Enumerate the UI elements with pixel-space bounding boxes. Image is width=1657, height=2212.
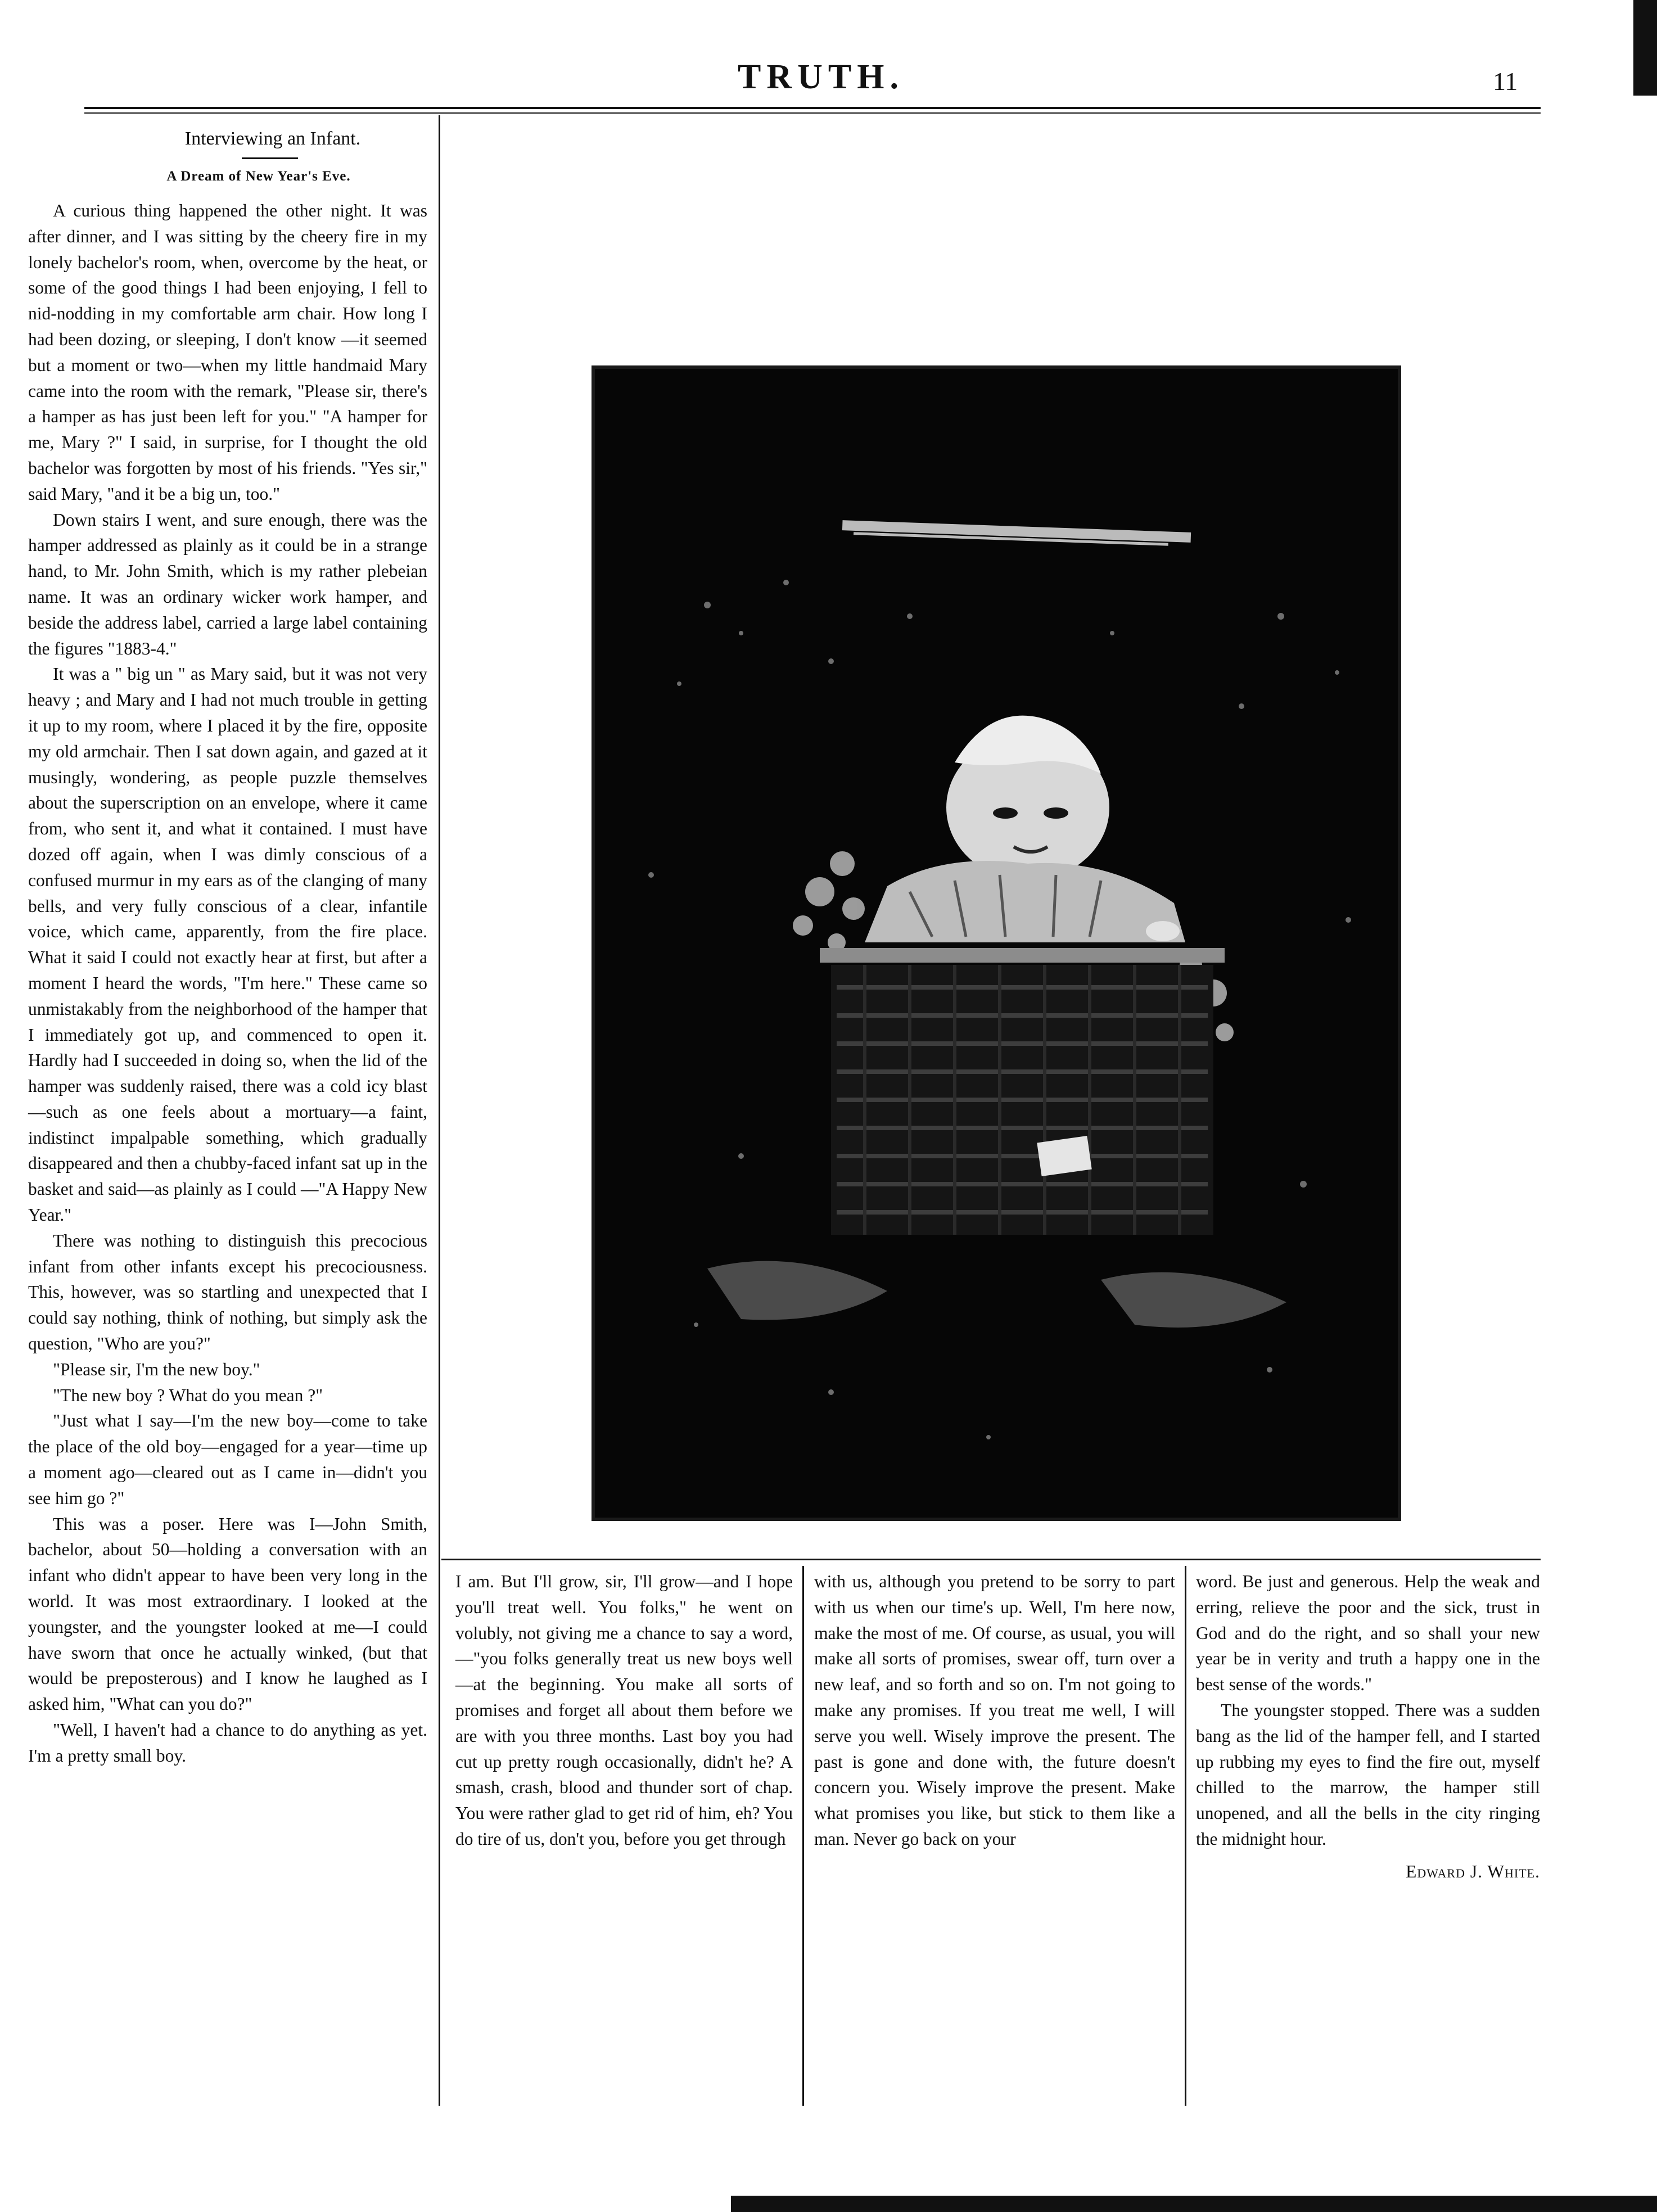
page-edge-right <box>1633 0 1657 96</box>
masthead-title: TRUTH. <box>738 58 904 96</box>
paragraph: "Please sir, I'm the new boy." <box>53 1359 260 1379</box>
paragraph: Down stairs I went, and sure enough, there was the hamper addressed as plainly as it could be in a strange hand, to Mr. John Smith, which is my rather plebeian name. It was an ordinary wicker work hamper, and beside the address label, carried a large label containing the figures "1883-4." <box>28 509 427 658</box>
column-divider <box>1185 1566 1186 2106</box>
page-number: 11 <box>1493 67 1518 96</box>
paragraph: with us, although you pretend to be sorry to part with us when our time's up. Well, I'm here now, make the most of me. Of course, as usual, you will make all sorts of promises, swear off, turn over a new leaf, and so forth and so on. I'm not going to make any promises. If you treat me well, I will serve you well. Wisely improve the present. The past is gone and done with, the future doesn't concern you. Wisely improve the present. Make what promises you like, but stick to them like a man. Never go back on your <box>814 1572 1175 1849</box>
paragraph: A curious thing happened the other night. It was after dinner, and I was sitting by the cheery fire in my lonely bachelor's room, when, overcome by the heat, or some of the good things I had been enjoying, I fell to nid-nodding in my comfortable arm chair. How long I had been dozing, or sleeping, I don't know —it seemed but a moment or two—when my little handmaid Mary came into the room with the remark, "Please sir, there's a hamper as has just been left for you." "A hamper for me, Mary ?" I said, in surprise, for I thought the old bachelor was forgotten by most of his friends. "Yes sir," said Mary, "and it be a big un, too." <box>28 201 427 504</box>
paragraph: The youngster stopped. There was a sudden bang as the lid of the hamper fell, and I started up rubbing my eyes to find the fire out, myself chilled to the marrow, the hamper still unopened, and all the bells in the city ringing the midnight hour. <box>1196 1700 1540 1849</box>
illustration <box>592 365 1401 1521</box>
paragraph: It was a " big un " as Mary said, but it was not very heavy ; and Mary and I had not much trouble in getting it up to my room, where I placed it by the fire, opposite my old armchair. Then I sat down again, and gazed at it musingly, wondering, as people puzzle themselves about the superscription on an envelope, where it came from, who sent it, and what it contained. I must have dozed off again, when I was dimly conscious of a confused murmur in my ears as of the clanging of many bells, and very fully conscious of a clear, infantile voice, which came, apparently, from the fire place. What it said I could not exactly hear at first, but after a moment I heard the words, "I'm here." These came so unmistakably from the neighborhood of the hamper that I immediately got up, and commenced to open it. Hardly had I succeeded in doing so, when the lid of the hamper was suddenly raised, there was a cold icy blast—such as one feels about a mortuary—a faint, indistinct impalpable something, which gradually disappeared and then a chubby-faced infant sat up in the basket and said—as plainly as I could —"A Happy New Year." <box>28 664 427 1225</box>
article-column-1 <box>28 198 427 1769</box>
author-signature: Edward J. White. <box>1406 1861 1540 1881</box>
column-divider <box>802 1566 804 2106</box>
article-column-2 <box>455 1569 793 1852</box>
bottom-columns-rule <box>441 1559 1541 1560</box>
paragraph: "Well, I haven't had a chance to do anything as yet. I'm a pretty small boy. <box>28 1720 427 1766</box>
article-column-3 <box>814 1569 1175 1852</box>
paragraph: "The new boy ? What do you mean ?" <box>53 1385 323 1405</box>
paragraph: word. Be just and generous. Help the weak and erring, relieve the poor and the sick, trust in God and do the right, and so shall your new year be in verity and truth a happy one in the best sense of the words." <box>1196 1572 1540 1695</box>
paragraph: There was nothing to distinguish this precocious infant from other infants except his precociousness. This, however, was so startling and unexpected that I could say nothing, think of nothing, but simply ask the question, "Who are you?" <box>28 1230 427 1354</box>
paragraph: "Just what I say—I'm the new boy—come to take the place of the old boy—engaged for a year—time up a moment ago—cleared out as I came in—didn't you see him go ?" <box>28 1411 427 1508</box>
headline-rule <box>242 157 298 159</box>
paragraph: I am. But I'll grow, sir, I'll grow—and I hope you'll treat well. You folks," he went on volubly, not giving me a chance to say a word,—"you folks generally treat us new boys well—at the beginning. You make all sorts of promises and forget all about them before we are with you three months. Last boy you had cut up pretty rough occasionally, didn't he? A smash, crash, blood and thunder sort of chap. You were rather glad to get rid of him, eh? You do tire of us, don't you, before you get through <box>455 1572 793 1849</box>
infant-in-hamper-engraving <box>595 369 1398 1518</box>
masthead-rule-top <box>84 107 1541 109</box>
article-subheadline: A Dream of New Year's Eve. <box>166 169 351 184</box>
article-column-4 <box>1196 1569 1540 1885</box>
article-headline: Interviewing an Infant. <box>184 128 361 149</box>
masthead-rule-bottom <box>84 112 1541 114</box>
column-divider <box>439 115 440 2106</box>
paragraph: This was a poser. Here was I—John Smith, bachelor, about 50—holding a conversation with an infant who didn't appear to have been very long in the world. It was most extraordinary. I looked at the youngster, and the youngster looked at me—I could have sworn that once he actually winked, (but that would be preposterous) and I know he laughed as I asked him, "What can you do?" <box>28 1514 427 1714</box>
page-edge-bottom <box>731 2196 1657 2212</box>
